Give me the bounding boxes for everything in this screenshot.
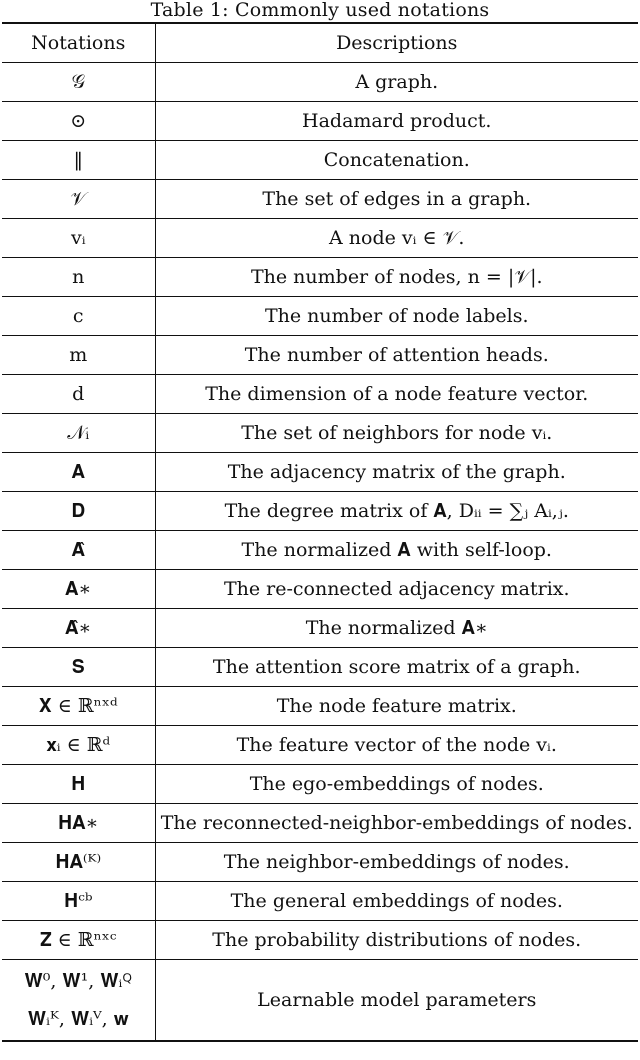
- notation-cell: 𝐃: [2, 492, 155, 531]
- header-descriptions: Descriptions: [155, 23, 638, 63]
- description-cell: The attention score matrix of a graph.: [155, 648, 638, 687]
- notation-cell: 𝒩ᵢ: [2, 414, 155, 453]
- table-row: [2, 765, 638, 804]
- notation-cell: 𝐀∗: [2, 570, 155, 609]
- table-row: [2, 414, 638, 453]
- table-row: [2, 687, 638, 726]
- table-row: [2, 141, 638, 180]
- description-cell: The normalized 𝐀∗: [155, 609, 638, 648]
- table-row: [2, 102, 638, 141]
- description-cell: The node feature matrix.: [155, 687, 638, 726]
- description-cell: The set of edges in a graph.: [155, 180, 638, 219]
- notation-cell: 𝐀̂: [2, 531, 155, 570]
- description-cell: A node vᵢ ∈ 𝒱.: [155, 219, 638, 258]
- notation-cell: 𝐀̂∗: [2, 609, 155, 648]
- table-row: [2, 570, 638, 609]
- description-cell: The number of attention heads.: [155, 336, 638, 375]
- notation-cell: 𝐒: [2, 648, 155, 687]
- notation-cell: 𝐇: [2, 765, 155, 804]
- notation-cell: 𝐇𝐀⁽ᴷ⁾: [2, 843, 155, 882]
- notation-cell: 𝐀: [2, 453, 155, 492]
- description-cell: The neighbor-embeddings of nodes.: [155, 843, 638, 882]
- description-cell: Concatenation.: [155, 141, 638, 180]
- table-row: [2, 219, 638, 258]
- description-cell: Learnable model parameters: [257, 989, 537, 1011]
- description-cell: The dimension of a node feature vector.: [155, 375, 638, 414]
- notation-cell: 𝐱ᵢ ∈ ℝᵈ: [2, 726, 155, 765]
- description-cell: The reconnected-neighbor-embeddings of nodes.: [155, 804, 638, 843]
- description-cell: The re-connected adjacency matrix.: [155, 570, 638, 609]
- table-row: [2, 180, 638, 219]
- notation-cell: ‖: [2, 141, 155, 180]
- table-row: [2, 297, 638, 336]
- notation-line-1: 𝐖⁰, 𝐖¹, 𝐖ᵢꟴ: [24, 970, 133, 992]
- notation-table: [2, 22, 638, 1042]
- description-cell: Hadamard product.: [155, 102, 638, 141]
- notation-cell: 𝐇ᶜᵇ: [2, 882, 155, 921]
- notation-cell: ⊙: [2, 102, 155, 141]
- table-row: [2, 63, 638, 102]
- notation-cell: c: [2, 297, 155, 336]
- table-row-parameters: [2, 960, 638, 1042]
- notation-cell: m: [2, 336, 155, 375]
- notation-cell: 𝐙 ∈ ℝⁿˣᶜ: [2, 921, 155, 960]
- table-row: [2, 258, 638, 297]
- notation-cell: 𝒢: [2, 63, 155, 102]
- table-row: [2, 921, 638, 960]
- description-cell: The adjacency matrix of the graph.: [155, 453, 638, 492]
- header-notations: Notations: [2, 23, 155, 63]
- notation-cell: vᵢ: [2, 219, 155, 258]
- notation-cell: 𝐗 ∈ ℝⁿˣᵈ: [2, 687, 155, 726]
- table-row: [2, 726, 638, 765]
- table-row: [2, 375, 638, 414]
- table-caption: Table 1: Commonly used notations: [150, 0, 490, 21]
- notation-cell: 𝐇𝐀∗: [2, 804, 155, 843]
- header-row: [2, 23, 638, 63]
- notation-cell: 𝒱: [2, 180, 155, 219]
- table-row: [2, 804, 638, 843]
- description-cell: The general embeddings of nodes.: [155, 882, 638, 921]
- description-cell: The ego-embeddings of nodes.: [155, 765, 638, 804]
- table-row: [2, 648, 638, 687]
- table-row: [2, 453, 638, 492]
- description-cell: A graph.: [155, 63, 638, 102]
- description-cell: The normalized 𝐀 with self-loop.: [155, 531, 638, 570]
- table-row: [2, 843, 638, 882]
- description-cell: The probability distributions of nodes.: [155, 921, 638, 960]
- description-cell: The feature vector of the node vᵢ.: [155, 726, 638, 765]
- table-row: [2, 336, 638, 375]
- table-row: [2, 882, 638, 921]
- table-row: [2, 531, 638, 570]
- table-body: [2, 63, 638, 960]
- notation-line-2: 𝐖ᵢᴷ, 𝐖ᵢⱽ, 𝐰: [27, 1008, 129, 1030]
- description-cell: The number of node labels.: [155, 297, 638, 336]
- notation-cell: d: [2, 375, 155, 414]
- notation-cell: [2, 960, 155, 1042]
- table-row: [2, 492, 638, 531]
- description-cell: The degree matrix of 𝐀, Dᵢᵢ = ∑ⱼ Aᵢ,ⱼ.: [155, 492, 638, 531]
- notation-cell: n: [2, 258, 155, 297]
- description-cell: The number of nodes, n = |𝒱|.: [155, 258, 638, 297]
- table-row: [2, 609, 638, 648]
- description-cell: The set of neighbors for node vᵢ.: [155, 414, 638, 453]
